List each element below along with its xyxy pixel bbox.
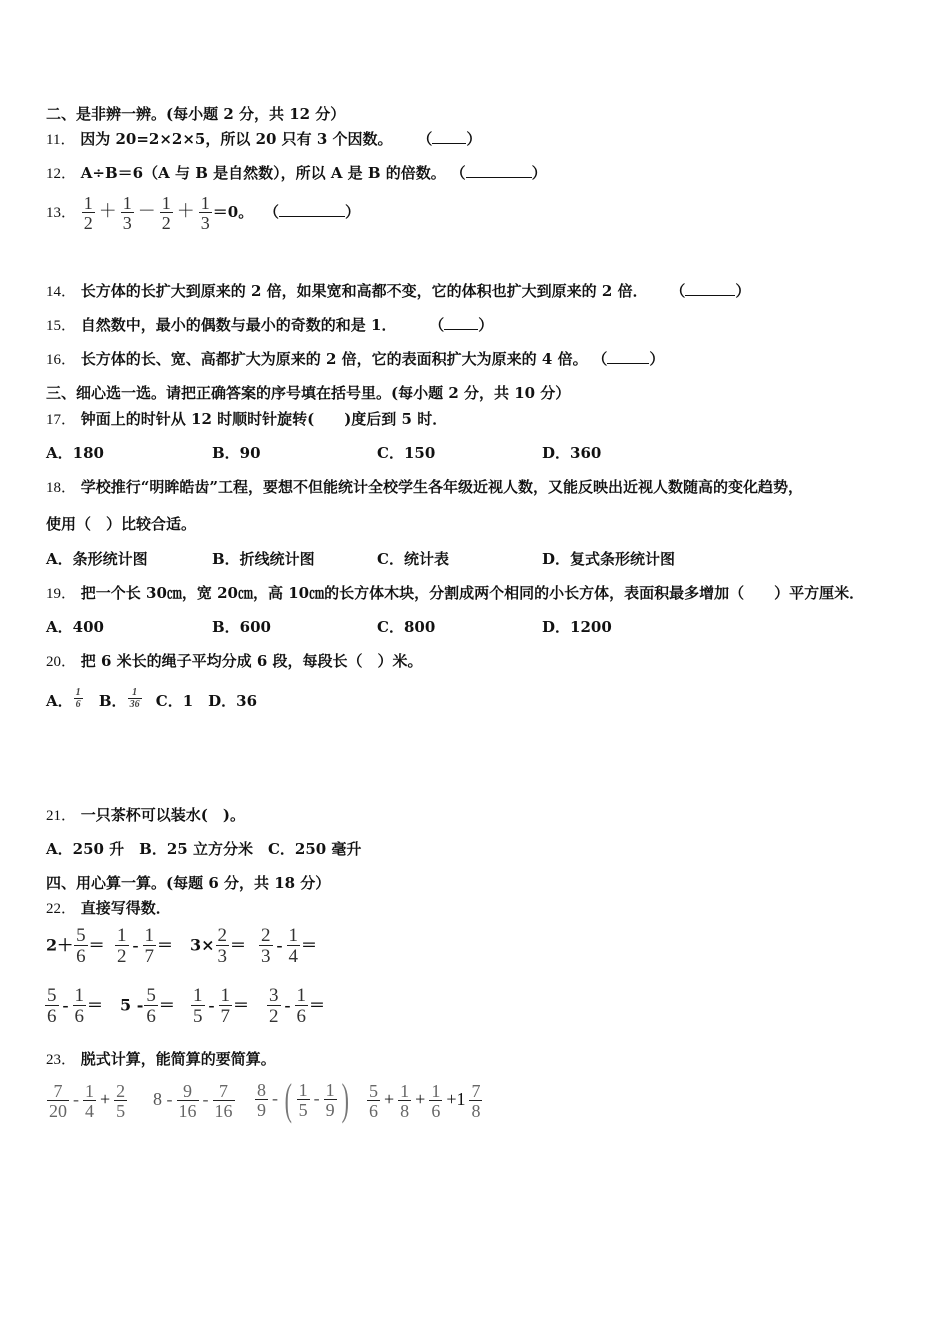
fraction: $\frac{1}{9}$ — [325, 1080, 335, 1120]
option-18-a[interactable]: A．条形统计图 — [46, 550, 148, 568]
options-21[interactable]: A．250 升 B．25 立方分米 C．250 毫升 — [46, 840, 362, 858]
fraction: $\frac{7}{8}$ — [471, 1081, 481, 1121]
answer-blank-15[interactable] — [444, 317, 478, 330]
answer-blank-16[interactable] — [607, 351, 649, 364]
question-23: 23． 脱式计算，能简算的要简算。 — [46, 1050, 276, 1068]
fraction: $\frac{9}{16}$ — [178, 1081, 197, 1121]
option-18-c[interactable]: C．统计表 — [377, 550, 449, 568]
fraction: $\frac{5}{6}$ — [369, 1081, 378, 1121]
fraction: $\frac{2}{5}$ — [116, 1081, 126, 1121]
calc-8: $\frac{3}{2}$ - $\frac{1}{6}$ ＝ — [269, 985, 326, 1027]
fraction: $\frac{1}{2}$ — [161, 193, 171, 233]
option-17-a[interactable]: A．180 — [46, 444, 104, 462]
fraction: $\frac{1}{8}$ — [400, 1081, 410, 1121]
question-16: 16． 长方体的长、宽、高都扩大为原来的 2 倍，它的表面积扩大为原来的 4 倍。 （ ） — [46, 350, 665, 368]
option-20-b[interactable]: B． $\frac{1}{36}$ — [98, 687, 140, 710]
fraction: $\frac{5}{6}$ — [76, 925, 86, 967]
expr-1: $\frac{7}{20}$ - $\frac{1}{4}$ + $\frac{2}{5}$ — [49, 1081, 126, 1121]
answer-blank-14[interactable] — [685, 283, 735, 296]
answer-blank-13[interactable] — [279, 204, 345, 217]
question-18-cont: 使用（ ）比较合适。 — [46, 515, 197, 533]
answer-blank-11[interactable] — [432, 131, 466, 144]
question-12: 12． A÷B＝6（A 与 B 是自然数），所以 A 是 B 的倍数。 （ ） — [46, 164, 547, 182]
fraction: $\frac{1}{4}$ — [288, 925, 298, 967]
calc-4: $\frac{2}{3}$ - $\frac{1}{4}$ ＝ — [261, 925, 318, 967]
calc-2: $\frac{1}{2}$ - $\frac{1}{7}$ ＝ — [117, 925, 174, 967]
question-11: 11． 因为 20=2×2×5，所以 20 只有 3 个因数。 （ ） — [46, 130, 482, 148]
option-19-c[interactable]: C．800 — [377, 618, 436, 636]
question-19: 19． 把一个长 30㎝，宽 20㎝，高 10㎝的长方体木块，分割成两个相同的小长方体，表面积最多增加（ ）平方厘米． — [46, 584, 865, 602]
question-15: 15． 自然数中，最小的偶数与最小的奇数的和是 1． （ ） — [46, 316, 494, 334]
calc-5: $\frac{5}{6}$ - $\frac{1}{6}$ ＝ — [47, 985, 104, 1027]
question-20: 20． 把 6 米长的绳子平均分成 6 段，每段长（ ）米。 — [46, 652, 423, 670]
section-2-title: 二、是非辨一辨。(每小题 2 分，共 12 分） — [46, 105, 346, 123]
fraction: $\frac{2}{3}$ — [217, 925, 228, 967]
fraction: $\frac{1}{6}$ — [431, 1081, 441, 1121]
fraction: $\frac{2}{3}$ — [261, 925, 271, 967]
answer-blank-12[interactable] — [466, 165, 532, 178]
option-17-c[interactable]: C．150 — [377, 444, 436, 462]
expr-4: $\frac{5}{6}$ + $\frac{1}{8}$ + $\frac{1}{6}$ +1 $\frac{7}{8}$ — [369, 1081, 481, 1121]
calc-7: $\frac{1}{5}$ - $\frac{1}{7}$ ＝ — [193, 985, 250, 1027]
option-20-cd[interactable]: C．1 D．36 — [155, 692, 258, 710]
expr-2: 8 - $\frac{9}{16}$ - $\frac{7}{16}$ — [153, 1081, 233, 1121]
fraction: $\frac{1}{5}$ — [298, 1080, 308, 1120]
option-17-b[interactable]: B．90 — [212, 444, 261, 462]
question-18: 18． 学校推行“明眸皓齿”工程，要想不但能统计全校学生各年级近视人数，又能反映出近视人数随高的变化趋势， — [46, 478, 804, 496]
fraction: $\frac{1}{2}$ — [117, 925, 127, 967]
question-17: 17． 钟面上的时针从 12 时顺时针旋转( )度后到 5 时． — [46, 410, 448, 428]
fraction: $\frac{1}{2}$ — [83, 193, 93, 233]
question-21: 21． 一只茶杯可以装水( )。 — [46, 806, 245, 824]
option-19-b[interactable]: B．600 — [212, 618, 271, 636]
calc-3: 3× $\frac{2}{3}$ ＝ — [190, 925, 247, 967]
expr-3: $\frac{8}{9}$ - ( $\frac{1}{5}$ - $\frac{1}{9}$ ) — [257, 1075, 349, 1124]
option-18-b[interactable]: B．折线统计图 — [212, 550, 315, 568]
fraction: $\frac{1}{6}$ — [296, 985, 306, 1027]
fraction: $\frac{1}{6}$ — [75, 687, 81, 710]
fraction: $\frac{1}{7}$ — [220, 985, 230, 1027]
fraction: $\frac{8}{9}$ — [257, 1080, 266, 1120]
fraction: $\frac{1}{7}$ — [144, 925, 154, 967]
fraction: $\frac{5}{6}$ — [47, 985, 57, 1027]
fraction: $\frac{7}{16}$ — [214, 1081, 233, 1121]
fraction: $\frac{1}{3}$ — [200, 193, 210, 233]
section-4-title: 四、用心算一算。(每题 6 分，共 18 分） — [46, 874, 331, 892]
fraction: $\frac{1}{4}$ — [85, 1081, 94, 1121]
fraction: $\frac{1}{36}$ — [129, 687, 140, 710]
option-19-d[interactable]: D．1200 — [542, 618, 612, 636]
option-17-d[interactable]: D．360 — [542, 444, 602, 462]
options-20 — [46, 687, 258, 734]
calc-1: 2＋ $\frac{5}{6}$ ＝ — [46, 925, 105, 967]
question-14: 14． 长方体的长扩大到原来的 2 倍，如果宽和高都不变，它的体积也扩大到原来的 2 倍． （ ） — [46, 282, 751, 300]
fraction: $\frac{3}{2}$ — [269, 985, 279, 1027]
fraction: $\frac{1}{6}$ — [74, 985, 84, 1027]
option-18-d[interactable]: D．复式条形统计图 — [542, 550, 676, 568]
fraction: $\frac{5}{6}$ — [146, 985, 156, 1027]
option-20-a[interactable]: A． $\frac{1}{6}$ — [46, 687, 81, 710]
question-13: 13． $\frac{1}{2}$ ＋ $\frac{1}{3}$ － $\frac{1}{2}$ ＋ $\frac{1}{3}$ ＝0。 （ ） — [46, 193, 361, 233]
fraction: $\frac{1}{5}$ — [193, 985, 203, 1027]
option-19-a[interactable]: A．400 — [46, 618, 104, 636]
section-3-title: 三、细心选一选。请把正确答案的序号填在括号里。(每小题 2 分，共 10 分） — [46, 384, 571, 402]
fraction: $\frac{7}{20}$ — [49, 1081, 67, 1121]
fraction: $\frac{1}{3}$ — [122, 193, 132, 233]
calc-6: 5 - $\frac{5}{6}$ ＝ — [120, 985, 175, 1027]
question-22: 22． 直接写得数． — [46, 899, 171, 917]
